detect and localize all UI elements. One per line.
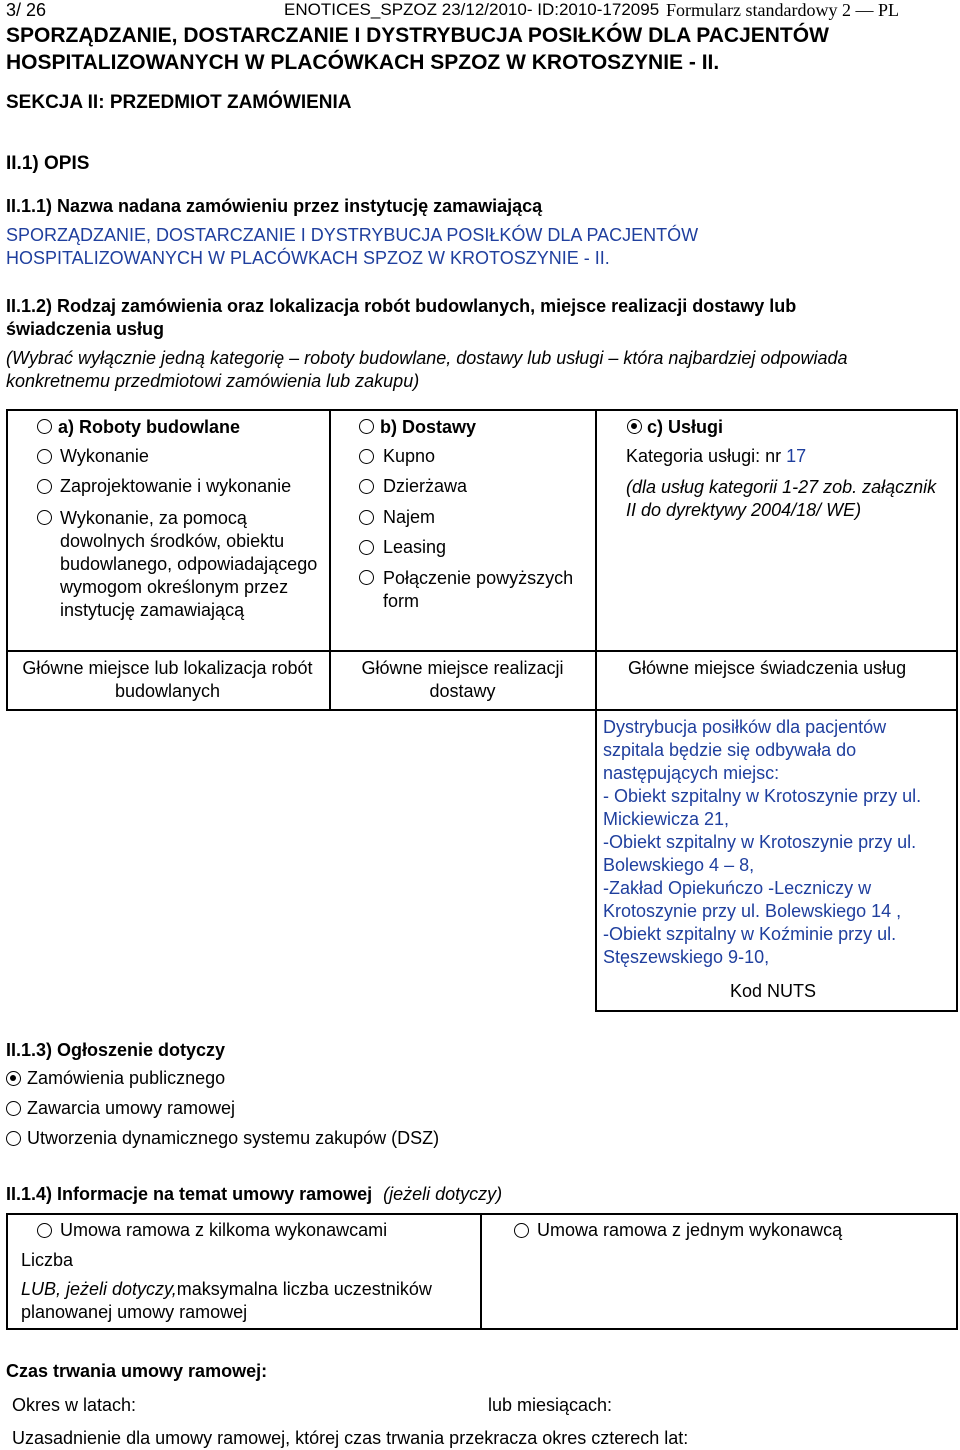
s113-option-radio[interactable]: [6, 1131, 21, 1146]
services-place-line: Dystrybucja posiłków dla pacjentów: [603, 717, 887, 737]
table-divider: [595, 409, 597, 711]
framework-many-label: Umowa ramowa z kilkoma wykonawcami: [60, 1220, 388, 1240]
services-place-line: -Zakład Opiekuńczo -Leczniczy w: [603, 878, 872, 898]
works-place-label: Główne miejsce lub lokalizacja robót budowlanych: [22, 658, 313, 701]
services-place-line: -Obiekt szpitalny w Koźminie przy ul.: [603, 924, 897, 944]
s113-option-radio[interactable]: [6, 1101, 21, 1116]
s113-option-label: Zawarcia umowy ramowej: [27, 1098, 236, 1118]
document-title-line2: HOSPITALIZOWANYCH W PLACÓWKACH SPZOZ W KROTOSZYNIE - II.: [6, 51, 720, 74]
services-title: c) Usługi: [647, 417, 724, 437]
duration-label: Czas trwania umowy ramowej:: [6, 1361, 268, 1381]
supplies-option-radio[interactable]: [359, 449, 374, 464]
works-option-radio[interactable]: [37, 449, 52, 464]
section-opis: II.1) OPIS: [6, 153, 90, 174]
services-place-line: Stęszewskiego 9-10,: [603, 947, 770, 967]
supplies-option-label: Leasing: [383, 537, 447, 557]
s113-option-label: Zamówienia publicznego: [27, 1068, 226, 1088]
services-place-line: -Obiekt szpitalny w Krotoszynie przy ul.: [603, 832, 917, 852]
framework-many-radio[interactable]: [37, 1223, 52, 1238]
supplies-option-label: Kupno: [383, 446, 436, 466]
works-radio[interactable]: [37, 419, 52, 434]
s114-label-note: (jeżeli dotyczy): [383, 1184, 503, 1204]
s113-option-radio[interactable]: [6, 1071, 21, 1086]
supplies-option-radio[interactable]: [359, 570, 374, 585]
s111-value-line1: SPORZĄDZANIE, DOSTARCZANIE I DYSTRYBUCJA POSIŁKÓW DLA PACJENTÓW: [6, 225, 699, 245]
framework-max-line1: [21, 1279, 432, 1300]
s114-label-row: [6, 1184, 502, 1205]
works-option-label: Zaprojektowanie i wykonanie: [60, 476, 292, 496]
services-radio[interactable]: [627, 419, 642, 434]
table-divider: [480, 1213, 482, 1330]
s111-label: II.1.1) Nazwa nadana zamówieniu przez instytucję zamawiającą: [6, 196, 543, 216]
services-place-line: Bolewskiego 4 – 8,: [603, 855, 755, 875]
services-place-line: szpitala będzie się odbywała do: [603, 740, 857, 760]
framework-one-label: Umowa ramowa z jednym wykonawcą: [537, 1220, 843, 1240]
services-category-label: [626, 446, 806, 467]
framework-max-line2: planowanej umowy ramowej: [21, 1302, 248, 1322]
document-id: ENOTICES_SPZOZ 23/12/2010- ID:2010-172095: [284, 0, 660, 19]
services-category-value: 17: [786, 446, 807, 466]
s114-label: II.1.4) Informacje na temat umowy ramowej: [6, 1184, 373, 1204]
services-place-list: [603, 716, 921, 969]
duration-years-label: Okres w latach:: [12, 1395, 137, 1415]
services-place-line: następujących miejsc:: [603, 763, 780, 783]
works-option-radio[interactable]: [37, 479, 52, 494]
table-divider: [6, 650, 958, 652]
supplies-option-radio[interactable]: [359, 510, 374, 525]
services-place-label: Główne miejsce świadczenia usług: [628, 658, 907, 678]
form-name: Formularz standardowy 2 — PL: [666, 0, 899, 20]
supplies-option-label: Dzierżawa: [383, 476, 468, 496]
services-category-note: (dla usług kategorii 1-27 zob. załącznik II do dyrektywy 2004/18/ WE): [626, 477, 937, 520]
supplies-radio[interactable]: [359, 419, 374, 434]
duration-months-label: lub miesiącach:: [488, 1395, 613, 1415]
nuts-code-label: Kod NUTS: [730, 981, 817, 1001]
supplies-option-label: Połączenie powyższych form: [383, 568, 574, 611]
s112-note-line2: konkretnemu przedmiotowi zamówienia lub zakupu): [6, 371, 420, 391]
supplies-place-label: Główne miejsce realizacji dostawy: [361, 658, 564, 701]
services-place-line: Mickiewicza 21,: [603, 809, 730, 829]
framework-one-radio[interactable]: [514, 1223, 529, 1238]
supplies-option-radio[interactable]: [359, 479, 374, 494]
services-category-text: Kategoria usługi: nr: [626, 446, 782, 466]
services-place-line: Krotoszynie przy ul. Bolewskiego 14 ,: [603, 901, 902, 921]
works-option-radio[interactable]: [37, 510, 52, 525]
s113-option-label: Utworzenia dynamicznego systemu zakupów (DSZ): [27, 1128, 440, 1148]
s112-label-line2: świadczenia usług: [6, 319, 165, 339]
table-divider: [329, 409, 331, 711]
works-title: a) Roboty budowlane: [58, 417, 240, 437]
works-option-label: Wykonanie, za pomocą dowolnych środków, obiektu budowlanego, odpowiadającego wymogom określonym przez instytucję zamawiającą: [60, 508, 318, 620]
works-option-label: Wykonanie: [60, 446, 149, 466]
framework-max-prefix: LUB, jeżeli dotyczy,: [21, 1279, 177, 1299]
duration-justification-label: Uzasadnienie dla umowy ramowej, której czas trwania przekracza okres czterech lat:: [12, 1428, 689, 1448]
s112-label-line1: II.1.2) Rodzaj zamówienia oraz lokalizacja robót budowlanych, miejsce realizacji dostawy lub: [6, 296, 797, 316]
supplies-title: b) Dostawy: [380, 417, 477, 437]
section-title: SEKCJA II: PRZEDMIOT ZAMÓWIENIA: [6, 92, 352, 113]
services-place-line: - Obiekt szpitalny w Krotoszynie przy ul.: [603, 786, 922, 806]
s113-label: II.1.3) Ogłoszenie dotyczy: [6, 1040, 226, 1060]
supplies-option-radio[interactable]: [359, 540, 374, 555]
document-title-line1: SPORZĄDZANIE, DOSTARCZANIE I DYSTRYBUCJA POSIŁKÓW DLA PACJENTÓW: [6, 24, 829, 47]
framework-max-rest: maksymalna liczba uczestników: [176, 1279, 432, 1299]
supplies-option-label: Najem: [383, 507, 436, 527]
page-number: 3/ 26: [6, 0, 47, 20]
s112-note-line1: (Wybrać wyłącznie jedną kategorię – roboty budowlane, dostawy lub usługi – która najbardziej odpowiada: [6, 348, 848, 368]
framework-count-label: Liczba: [21, 1250, 74, 1270]
s111-value-line2: HOSPITALIZOWANYCH W PLACÓWKACH SPZOZ W KROTOSZYNIE - II.: [6, 248, 610, 268]
